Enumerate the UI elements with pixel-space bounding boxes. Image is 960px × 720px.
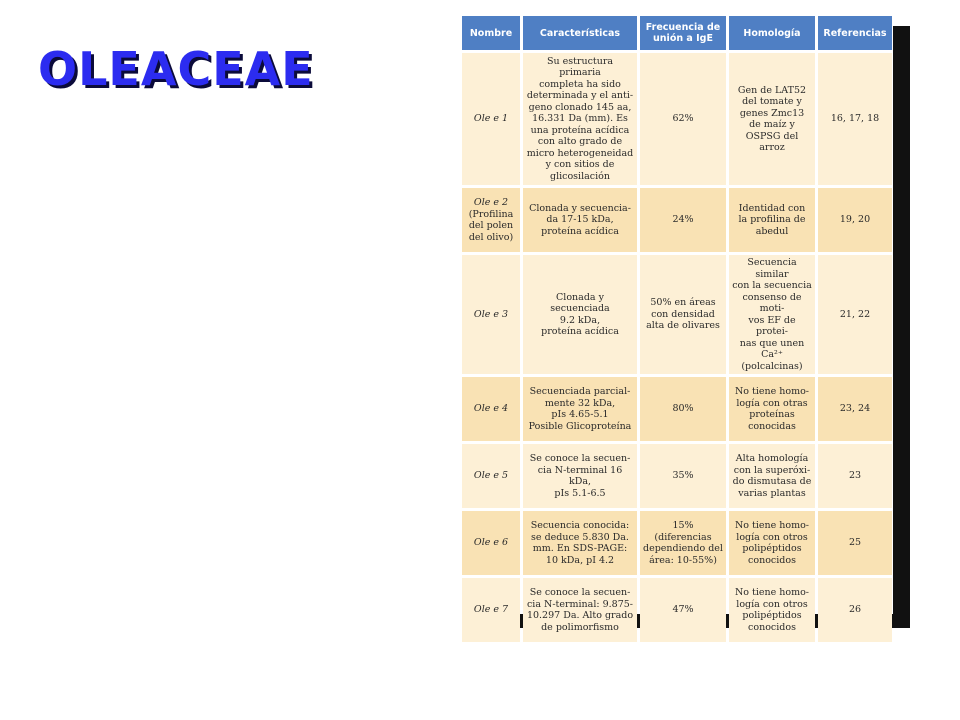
allergen-name: Ole e 5 <box>473 470 509 482</box>
cell-homologia: No tiene homo- logía con otros polipéptidos conocidos <box>729 511 815 575</box>
cell-homologia: Secuencia similar con la secuencia consenso de moti- vos EF de protei- nas que unen Ca²⁺ (polcalcinas) <box>729 255 815 374</box>
header-caracteristicas: Características <box>523 16 637 50</box>
header-frecuencia: Frecuencia de unión a IgE <box>640 16 726 50</box>
cell-nombre <box>462 188 520 252</box>
cell-referencias: 16, 17, 18 <box>818 53 892 185</box>
header-referencias: Referencias <box>818 16 892 50</box>
cell-referencias: 21, 22 <box>818 255 892 374</box>
header-nombre: Nombre <box>462 16 520 50</box>
table-row <box>462 53 892 185</box>
cell-frecuencia: 15% (diferencias dependiendo del área: 10-55%) <box>640 511 726 575</box>
table-row <box>462 255 892 374</box>
cell-referencias: 25 <box>818 511 892 575</box>
cell-referencias: 23, 24 <box>818 377 892 441</box>
table-header-row <box>462 16 892 50</box>
header-homologia: Homología <box>729 16 815 50</box>
allergen-name: Ole e 2 <box>473 197 509 208</box>
table-row <box>462 578 892 642</box>
allergen-table <box>459 13 895 645</box>
table-row <box>462 188 892 252</box>
allergen-name: Ole e 1 <box>473 113 509 125</box>
cell-nombre <box>462 377 520 441</box>
cell-homologia: Alta homología con la superóxi- do dismutasa de varias plantas <box>729 444 815 508</box>
cell-frecuencia: 50% en áreas con densidad alta de olivares <box>640 255 726 374</box>
cell-caracteristicas: Clonada y secuenciada 9.2 kDa, proteína acídica <box>523 255 637 374</box>
allergen-name: Ole e 6 <box>473 537 509 549</box>
cell-nombre <box>462 511 520 575</box>
allergen-table-panel <box>459 13 893 633</box>
cell-caracteristicas: Secuencia conocida: se deduce 5.830 Da. mm. En SDS-PAGE: 10 kDa, pI 4.2 <box>523 511 637 575</box>
cell-caracteristicas: Se conoce la secuen- cia N-terminal 16 kDa, pIs 5.1-6.5 <box>523 444 637 508</box>
slide-title: OLEACEAE <box>38 42 314 96</box>
cell-referencias: 26 <box>818 578 892 642</box>
cell-frecuencia: 35% <box>640 444 726 508</box>
cell-homologia: Gen de LAT52 del tomate y genes Zmc13 de maíz y OSPSG del arroz <box>729 53 815 185</box>
cell-homologia: No tiene homo- logía con otras proteínas conocidas <box>729 377 815 441</box>
table-row <box>462 511 892 575</box>
cell-caracteristicas: Su estructura primaria completa ha sido determinada y el anti- geno clonado 145 aa, 16.331 Da (mm). Es una proteína acídica con alto grado de micro heterogeneidad y con sitios de glicosilación <box>523 53 637 185</box>
allergen-name: Ole e 7 <box>473 604 509 616</box>
allergen-name: Ole e 4 <box>473 403 509 415</box>
cell-homologia: No tiene homo- logía con otros polipéptidos conocidos <box>729 578 815 642</box>
cell-caracteristicas: Se conoce la secuen- cia N-terminal: 9.875- 10.297 Da. Alto grado de polimorfismo <box>523 578 637 642</box>
table-row <box>462 444 892 508</box>
cell-nombre <box>462 53 520 185</box>
cell-frecuencia: 24% <box>640 188 726 252</box>
cell-nombre <box>462 444 520 508</box>
cell-referencias: 19, 20 <box>818 188 892 252</box>
cell-referencias: 23 <box>818 444 892 508</box>
cell-caracteristicas: Clonada y secuencia- da 17-15 kDa, proteína acídica <box>523 188 637 252</box>
cell-frecuencia: 47% <box>640 578 726 642</box>
cell-homologia: Identidad con la profilina de abedul <box>729 188 815 252</box>
cell-frecuencia: 62% <box>640 53 726 185</box>
cell-frecuencia: 80% <box>640 377 726 441</box>
allergen-name: Ole e 3 <box>473 308 509 320</box>
cell-nombre <box>462 255 520 374</box>
cell-nombre <box>462 578 520 642</box>
cell-caracteristicas: Secuenciada parcial- mente 32 kDa, pIs 4.65-5.1 Posible Glicoproteína <box>523 377 637 441</box>
allergen-name-note: (Profilina del polen del olivo) <box>468 208 514 243</box>
table-row <box>462 377 892 441</box>
